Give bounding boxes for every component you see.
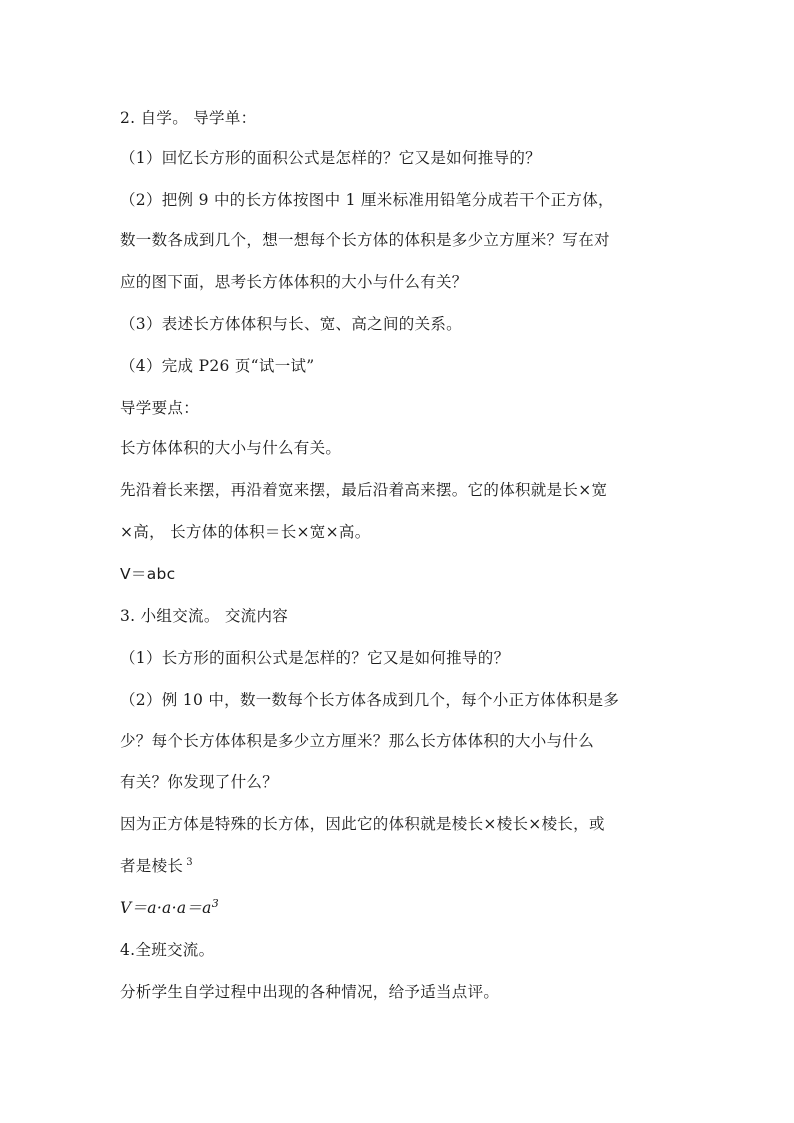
- formula-cuboid: V＝abc: [120, 565, 176, 583]
- key-point-explanation-line-2: ×高， 长方体的体积＝长×宽×高。: [120, 523, 371, 541]
- guide-item-1: （1）回忆长方形的面积公式是怎样的？它又是如何推导的？: [120, 149, 541, 167]
- exchange-item-1: （1）长方形的面积公式是怎样的？它又是如何推导的？: [120, 649, 510, 667]
- section-heading-class-exchange: 4.全班交流。: [120, 941, 215, 959]
- guide-item-2-line-3: 应的图下面，思考长方体体积的大小与什么有关？: [120, 273, 468, 291]
- guide-item-3: （3）表述长方体体积与长、宽、高之间的关系。: [120, 315, 462, 333]
- guide-item-2-line-1: （2）把例 9 中的长方体按图中 1 厘米标准用铅笔分成若干个正方体，: [120, 191, 614, 209]
- cube-explanation-line-2: [120, 856, 193, 876]
- formula-cube-text: V＝a·a·a＝a: [120, 899, 212, 917]
- cube-explanation-text: 者是棱长: [120, 857, 184, 875]
- cube-explanation-line-1: 因为正方体是特殊的长方体，因此它的体积就是棱长×棱长×棱长，或: [120, 815, 605, 833]
- section-heading-group-exchange: 3. 小组交流。 交流内容: [120, 607, 289, 625]
- key-points-heading: 导学要点：: [120, 399, 200, 417]
- guide-item-2-line-2: 数一数各成到几个，想一想每个长方体的体积是多少立方厘米？写在对: [120, 231, 610, 249]
- formula-cube: [120, 898, 219, 918]
- section-heading-self-study: 2. 自学。 导学单：: [120, 109, 257, 127]
- cube-exponent: 3: [186, 857, 193, 868]
- exchange-item-2-line-3: 有关？你发现了什么？: [120, 773, 279, 791]
- class-exchange-description: 分析学生自学过程中出现的各种情况，给予适当点评。: [120, 983, 500, 1001]
- formula-cube-exponent: 3: [211, 897, 220, 910]
- key-point-explanation-line-1: 先沿着长来摆，再沿着宽来摆，最后沿着高来摆。它的体积就是长×宽: [120, 481, 608, 499]
- exchange-item-2-line-1: （2）例 10 中，数一数每个长方体各成到几个，每个小正方体体积是多: [120, 691, 620, 709]
- guide-item-4: （4）完成 P26 页“试一试”: [120, 357, 315, 375]
- exchange-item-2-line-2: 少？每个长方体体积是多少立方厘米？那么长方体体积的大小与什么: [120, 732, 595, 750]
- key-point-question: 长方体体积的大小与什么有关。: [120, 439, 342, 457]
